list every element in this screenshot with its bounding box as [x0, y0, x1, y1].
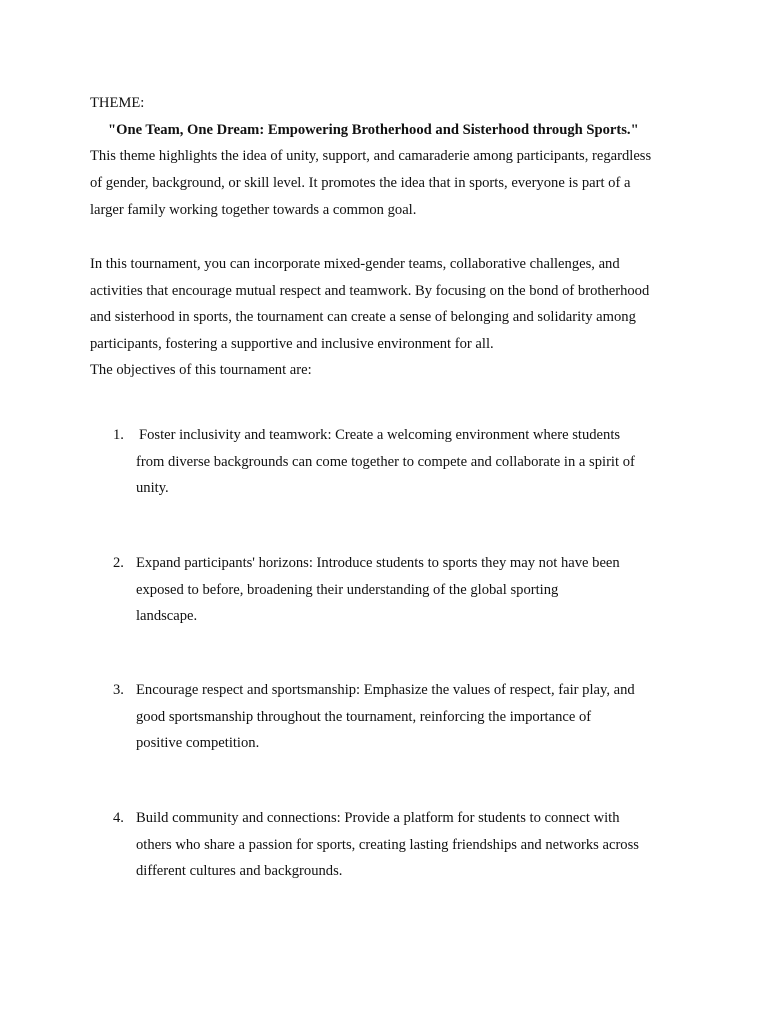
objective-number: 1. — [113, 427, 124, 443]
objective-line: from diverse backgrounds can come together to compete and collaborate in a spirit of — [136, 454, 635, 470]
paragraph-line: In this tournament, you can incorporate mixed-gender teams, collaborative challenges, and — [90, 256, 620, 272]
objective-line: unity. — [136, 480, 169, 496]
paragraph-line: of gender, background, or skill level. It promotes the idea that in sports, everyone is part of a — [90, 175, 631, 191]
theme-label: THEME: — [90, 95, 145, 111]
paragraph-line: participants, fostering a supportive and inclusive environment for all. — [90, 336, 494, 352]
objective-line: Build community and connections: Provide a platform for students to connect with — [136, 810, 620, 826]
objective-number: 2. — [113, 555, 124, 571]
objective-line: Expand participants' horizons: Introduce students to sports they may not have been — [136, 555, 620, 571]
theme-title: "One Team, One Dream: Empowering Brotherhood and Sisterhood through Sports." — [108, 122, 639, 138]
objective-line: others who share a passion for sports, creating lasting friendships and networks across — [136, 837, 639, 853]
objective-line: landscape. — [136, 608, 198, 624]
paragraph-line: This theme highlights the idea of unity, support, and camaraderie among participants, regardless — [90, 148, 652, 164]
objective-line: Encourage respect and sportsmanship: Emphasize the values of respect, fair play, and — [136, 682, 635, 698]
paragraph-line: larger family working together towards a common goal. — [90, 202, 417, 218]
paragraph-line: and sisterhood in sports, the tournament can create a sense of belonging and solidarity among — [90, 309, 636, 325]
objective-line: exposed to before, broadening their understanding of the global sporting — [136, 582, 559, 598]
objective-number: 4. — [113, 810, 124, 826]
paragraph-line: activities that encourage mutual respect and teamwork. By focusing on the bond of brotherhood — [90, 283, 650, 299]
objective-line: good sportsmanship throughout the tournament, reinforcing the importance of — [136, 709, 592, 725]
objective-number: 3. — [113, 682, 124, 698]
objective-line: Foster inclusivity and teamwork: Create a welcoming environment where students — [139, 427, 621, 443]
objective-line: positive competition. — [136, 735, 260, 751]
objective-line: different cultures and backgrounds. — [136, 863, 343, 879]
objectives-intro: The objectives of this tournament are: — [90, 362, 312, 378]
